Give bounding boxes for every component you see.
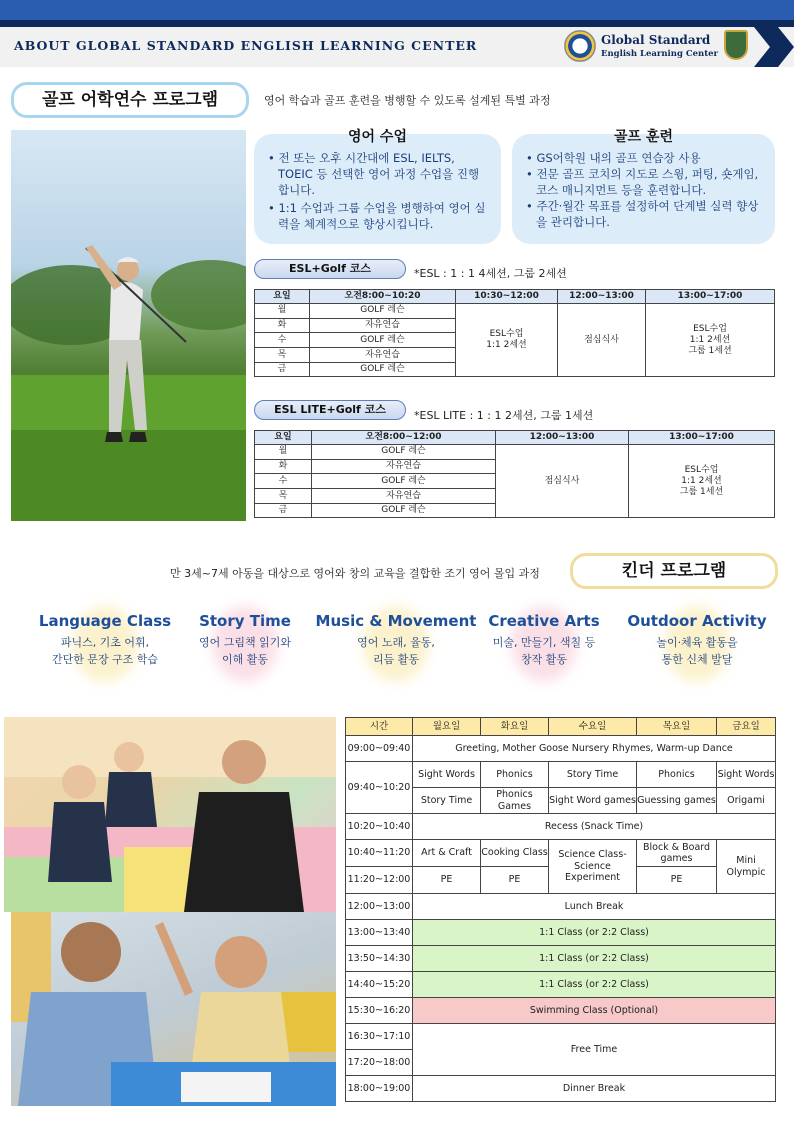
schedule-cell: Free Time (413, 1024, 776, 1076)
day-cell: 화 (255, 318, 310, 333)
kinder-class-title: Outdoor Activity (627, 612, 767, 630)
schedule-cell: Phonics Games (481, 788, 549, 814)
morning-cell: GOLF 레슨 (310, 362, 456, 377)
schedule-cell: PE (637, 867, 717, 894)
day-cell: 화 (255, 459, 312, 474)
header-title: ABOUT GLOBAL STANDARD ENGLISH LEARNING CENTER (14, 38, 478, 53)
kinder-class-title: Language Class (38, 612, 172, 630)
table-header: 요일 (255, 431, 312, 445)
esl-golf-note: *ESL : 1 : 1 4세션, 그룹 2세션 (414, 267, 567, 280)
kinder-class-title: Story Time (199, 612, 291, 630)
schedule-cell: Lunch Break (413, 894, 776, 920)
time-cell: 09:40~10:20 (346, 762, 413, 814)
golf-bullet: • 전문 골프 코치의 지도로 스윙, 퍼팅, 숏게임, 코스 매니지먼트 등을 훈련합니다. (526, 167, 759, 197)
kinder-photo-classroom (4, 717, 336, 912)
day-cell: 금 (255, 503, 312, 518)
schedule-cell: Story Time (413, 788, 481, 814)
schedule-cell: Block & Board games (637, 840, 717, 867)
golf-photo (11, 130, 246, 521)
logo-emblem-icon (564, 30, 596, 62)
header-dark-bar (0, 20, 794, 27)
morning-cell: 자유연습 (312, 489, 496, 504)
schedule-cell: Recess (Snack Time) (413, 814, 776, 840)
time-cell: 15:30~16:20 (346, 998, 413, 1024)
morning-cell: GOLF 레슨 (312, 503, 496, 518)
table-header: 10:30~12:00 (456, 290, 558, 304)
table-header: 오전8:00~10:20 (310, 290, 456, 304)
kinder-class-title: Creative Arts (488, 612, 600, 630)
logo-subtitle: English Learning Center (601, 49, 719, 59)
english-class-box (254, 129, 501, 244)
day-cell: 목 (255, 489, 312, 504)
esl-golf-table (254, 289, 775, 377)
english-bullet: • 전 또는 오후 시간대에 ESL, IELTS, TOEIC 등 선택한 영어 과정 수업을 진행합니다. (268, 151, 480, 197)
afternoon-esl-cell: ESL수업 1:1 2세션 그룹 1세션 (629, 445, 775, 518)
kinder-class-outdoor (622, 612, 772, 668)
table-header: 월요일 (413, 718, 481, 736)
golf-program-desc: 영어 학습과 골프 훈련을 병행할 수 있도록 설계된 특별 과정 (264, 94, 551, 107)
schedule-cell: Greeting, Mother Goose Nursery Rhymes, Warm-up Dance (413, 736, 776, 762)
time-cell: 13:50~14:30 (346, 946, 413, 972)
table-header: 12:00~13:00 (496, 431, 629, 445)
kinder-class-desc: 영어 노래, 율동, 리듬 활동 (357, 636, 435, 666)
schedule-cell: Guessing games (637, 788, 717, 814)
day-cell: 목 (255, 348, 310, 363)
schedule-cell: Origami (717, 788, 776, 814)
time-cell: 12:00~13:00 (346, 894, 413, 920)
schedule-cell: Dinner Break (413, 1076, 776, 1102)
esl-cell: ESL수업 1:1 2세션 (456, 304, 558, 377)
golf-training-title: 골프 훈련 (614, 129, 673, 145)
lunch-cell: 점심식사 (496, 445, 629, 518)
kinder-class-desc: 영어 그림책 읽기와 이해 활동 (198, 636, 291, 666)
day-cell: 월 (255, 304, 310, 319)
morning-cell: GOLF 레슨 (310, 333, 456, 348)
kinder-photo-teacher (11, 912, 336, 1106)
table-header: 12:00~13:00 (558, 290, 646, 304)
table-header: 13:00~17:00 (646, 290, 775, 304)
logo-title: Global Standard (601, 33, 711, 47)
esl-lite-golf-course-label: ESL LITE+Golf 코스 (254, 400, 406, 420)
afternoon-esl-cell: ESL수업 1:1 2세션 그룹 1세션 (646, 304, 775, 377)
golf-training-box (512, 129, 775, 244)
schedule-cell: Swimming Class (Optional) (413, 998, 776, 1024)
kinder-class-arts (469, 612, 619, 668)
table-header: 화요일 (481, 718, 549, 736)
schedule-cell: Sight Word games (549, 788, 637, 814)
esl-lite-golf-note: *ESL LITE : 1 : 1 2세션, 그룹 1세션 (414, 409, 594, 422)
time-cell: 17:20~18:00 (346, 1050, 413, 1076)
table-header: 13:00~17:00 (629, 431, 775, 445)
kinder-schedule-table (345, 717, 776, 1102)
golf-bullet: • GS어학원 내의 골프 연습장 사용 (526, 151, 701, 165)
day-cell: 금 (255, 362, 310, 377)
kinder-class-title: Music & Movement (315, 612, 477, 630)
golf-program-title: 골프 어학연수 프로그램 (11, 82, 249, 118)
kinder-class-music (311, 612, 481, 668)
table-header: 목요일 (637, 718, 717, 736)
kinder-class-story (170, 612, 320, 668)
day-cell: 수 (255, 474, 312, 489)
kinder-class-desc: 파닉스, 기초 어휘, 간단한 문장 구조 학습 (51, 636, 159, 666)
kinder-program-desc: 만 3세~7세 아동을 대상으로 영어와 창의 교육을 결합한 조기 영어 몰입 과정 (170, 567, 540, 580)
chevron-right-icon (754, 27, 794, 67)
morning-cell: 자유연습 (310, 348, 456, 363)
table-header: 오전8:00~12:00 (312, 431, 496, 445)
kinder-class-language (30, 612, 180, 668)
esl-golf-course-label: ESL+Golf 코스 (254, 259, 406, 279)
schedule-cell: 1:1 Class (or 2:2 Class) (413, 972, 776, 998)
morning-cell: GOLF 레슨 (312, 445, 496, 460)
schedule-cell: Sight Words (717, 762, 776, 788)
schedule-cell: PE (481, 867, 549, 894)
lunch-cell: 점심식사 (558, 304, 646, 377)
time-cell: 11:20~12:00 (346, 867, 413, 894)
kinder-class-desc: 미술, 만들기, 색칠 등 창작 활동 (492, 636, 596, 666)
day-cell: 월 (255, 445, 312, 460)
schedule-cell: Sight Words (413, 762, 481, 788)
time-cell: 18:00~19:00 (346, 1076, 413, 1102)
schedule-cell: 1:1 Class (or 2:2 Class) (413, 946, 776, 972)
morning-cell: GOLF 레슨 (310, 304, 456, 319)
table-header: 요일 (255, 290, 310, 304)
schedule-cell: Phonics (637, 762, 717, 788)
morning-cell: GOLF 레슨 (312, 474, 496, 489)
shield-icon (724, 30, 748, 60)
kinder-program-title: 킨더 프로그램 (570, 553, 778, 589)
time-cell: 14:40~15:20 (346, 972, 413, 998)
schedule-cell: Cooking Class (481, 840, 549, 867)
time-cell: 10:20~10:40 (346, 814, 413, 840)
esl-lite-golf-table (254, 430, 775, 518)
table-header: 시간 (346, 718, 413, 736)
table-header: 금요일 (717, 718, 776, 736)
schedule-cell: PE (413, 867, 481, 894)
golf-bullet: • 주간·월간 목표를 설정하여 단계별 실력 향상을 관리합니다. (526, 199, 759, 229)
schedule-cell: Art & Craft (413, 840, 481, 867)
english-class-title: 영어 수업 (348, 129, 407, 145)
header-top-bar (0, 0, 794, 20)
schedule-cell: 1:1 Class (or 2:2 Class) (413, 920, 776, 946)
english-bullet: • 1:1 수업과 그룹 수업을 병행하여 영어 실력을 체계적으로 향상시킵니다. (268, 201, 486, 231)
morning-cell: 자유연습 (312, 459, 496, 474)
time-cell: 13:00~13:40 (346, 920, 413, 946)
schedule-cell: Science Class- Science Experiment (549, 840, 637, 894)
time-cell: 09:00~09:40 (346, 736, 413, 762)
schedule-cell: Mini Olympic (717, 840, 776, 894)
kinder-class-desc: 놀이·체육 활동을 통한 신체 발달 (656, 636, 738, 666)
time-cell: 16:30~17:10 (346, 1024, 413, 1050)
schedule-cell: Story Time (549, 762, 637, 788)
day-cell: 수 (255, 333, 310, 348)
morning-cell: 자유연습 (310, 318, 456, 333)
schedule-cell: Phonics (481, 762, 549, 788)
time-cell: 10:40~11:20 (346, 840, 413, 867)
table-header: 수요일 (549, 718, 637, 736)
